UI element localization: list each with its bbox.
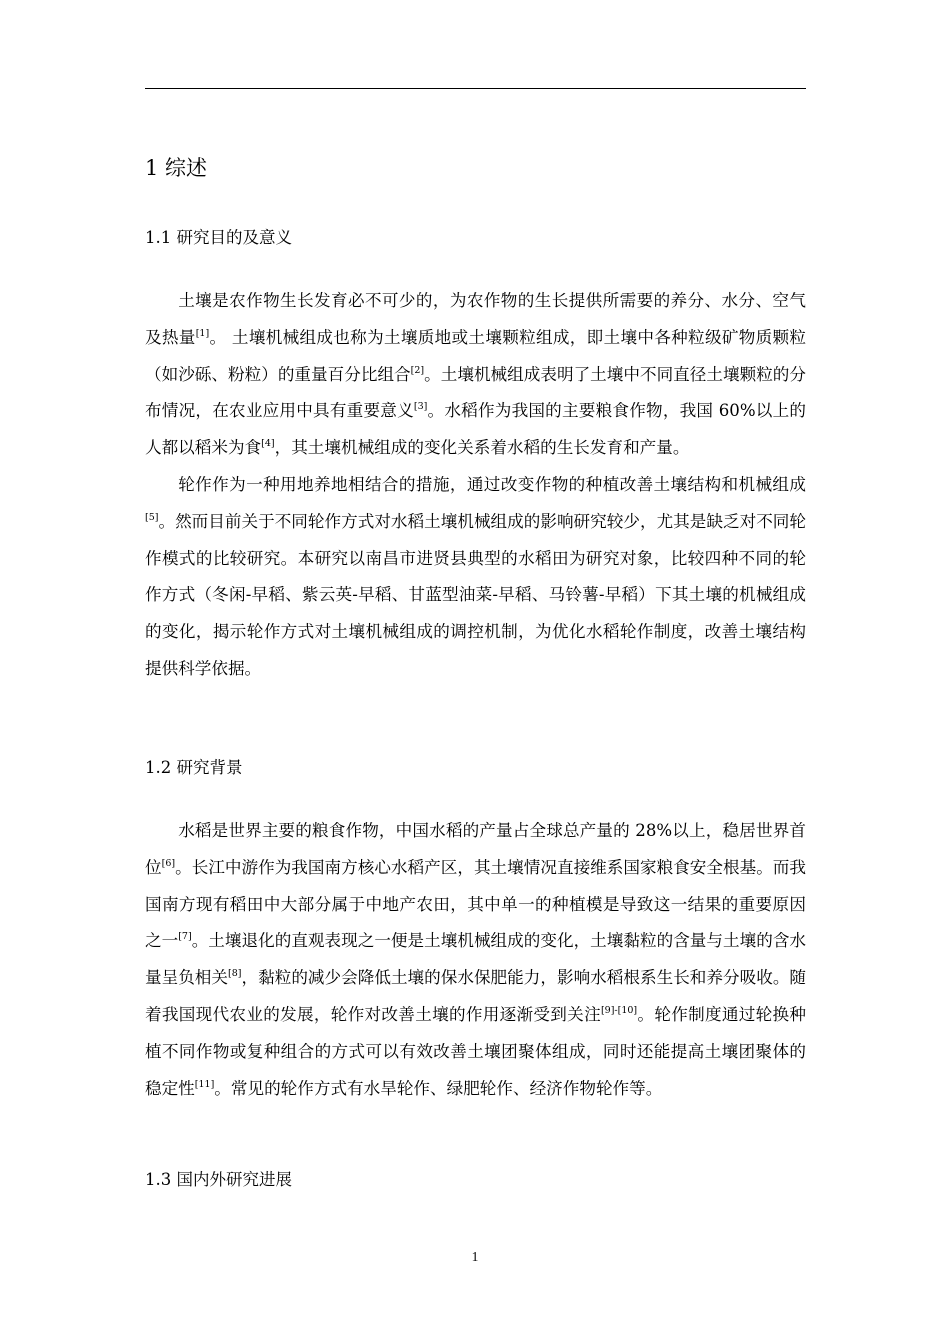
paragraph-text: 。 土壤机械组成也称为土壤质地或土壤颗粒组成，即土壤中各种粒级矿物质颗粒（如沙砾、粉粒）的重量百分比组合: [145, 327, 806, 384]
section-body-1-2: [145, 813, 806, 1107]
citation-ref: [8]: [228, 968, 242, 980]
paragraph-text: 。土壤退化的直观表现之一便是土壤机械组成的变化，土壤黏粒的含量与土壤的含水量呈负相关: [145, 931, 807, 988]
paragraph-text: 土壤是农作物生长发育必不可少的，为农作物的生长提供所需要的养分、水分、空气及热量: [145, 291, 806, 347]
chapter-heading: 1 综述: [145, 156, 208, 180]
paragraph-text: 。长江中游作为我国南方核心水稻产区，其土壤情况直接维系国家粮食安全根基。而我国南方现有稻田中大部分属于中地产农田，其中单一的种植模是导致这一结果的重要原因之一: [145, 857, 807, 951]
paragraph-text: 。水稻作为我国的主要粮食作物，我国 60%以上的人都以稻米为食: [145, 401, 807, 458]
section-body-1-1: [145, 283, 806, 688]
paragraph: [145, 813, 806, 1107]
citation-ref: [4]: [261, 438, 275, 450]
paragraph-text: 。常见的轮作方式有水旱轮作、绿肥轮作、经济作物轮作等。: [214, 1078, 663, 1098]
section-heading-1-1: 1.1 研究目的及意义: [145, 228, 292, 247]
page-number: 1: [471, 1249, 479, 1264]
section-heading-1-2: 1.2 研究背景: [145, 758, 243, 777]
paragraph-text: 。轮作制度通过轮换种植不同作物或复种组合的方式可以有效改善土壤团聚体组成，同时还能提高土壤团聚体的稳定性: [145, 1004, 807, 1098]
paragraph-text: 。然而目前关于不同轮作方式对水稻土壤机械组成的影响研究较少，尤其是缺乏对不同轮作模式的比较研究。本研究以南昌市进贤县典型的水稻田为研究对象，比较四种不同的轮作方式（冬闲-早稻、紫云英-早稻、甘蓝型油菜-早稻、马铃薯-早稻）下其土壤的机械组成的变化，揭示轮作方式对土壤机械组成的调控机制，为优化水稻轮作制度，改善土壤结构提供科学依据。: [145, 511, 806, 678]
paragraph-text: 轮作作为一种用地养地相结合的措施，通过改变作物的种植改善土壤结构和机械组成: [178, 474, 806, 494]
paragraph: [145, 283, 806, 467]
citation-ref: [11]: [194, 1078, 215, 1090]
paragraph-text: ，其土壤机械组成的变化关系着水稻的生长发育和产量。: [274, 438, 690, 458]
citation-ref: [5]: [145, 511, 159, 523]
citation-ref: [9]-[10]: [600, 1004, 638, 1016]
citation-ref: [2]: [410, 364, 425, 376]
paragraph: [145, 467, 806, 688]
paragraph-text: 。土壤机械组成表明了土壤中不同直径土壤颗粒的分布情况，在农业应用中具有重要意义: [145, 364, 807, 421]
paragraph-text: 水稻是世界主要的粮食作物，中国水稻的产量占全球总产量的 28%以上，稳居世界首位: [145, 821, 806, 877]
citation-ref: [3]: [413, 401, 428, 413]
header-rule: [145, 88, 806, 89]
paragraph-text: ，黏粒的减少会降低土壤的保水保肥能力，影响水稻根系生长和养分吸收。随着我国现代农业的发展，轮作对改善土壤的作用逐渐受到关注: [145, 968, 807, 1024]
section-heading-1-3: 1.3 国内外研究进展: [145, 1170, 292, 1189]
citation-ref: [6]: [161, 857, 176, 869]
citation-ref: [7]: [178, 931, 192, 943]
citation-ref: [1]: [195, 327, 210, 339]
